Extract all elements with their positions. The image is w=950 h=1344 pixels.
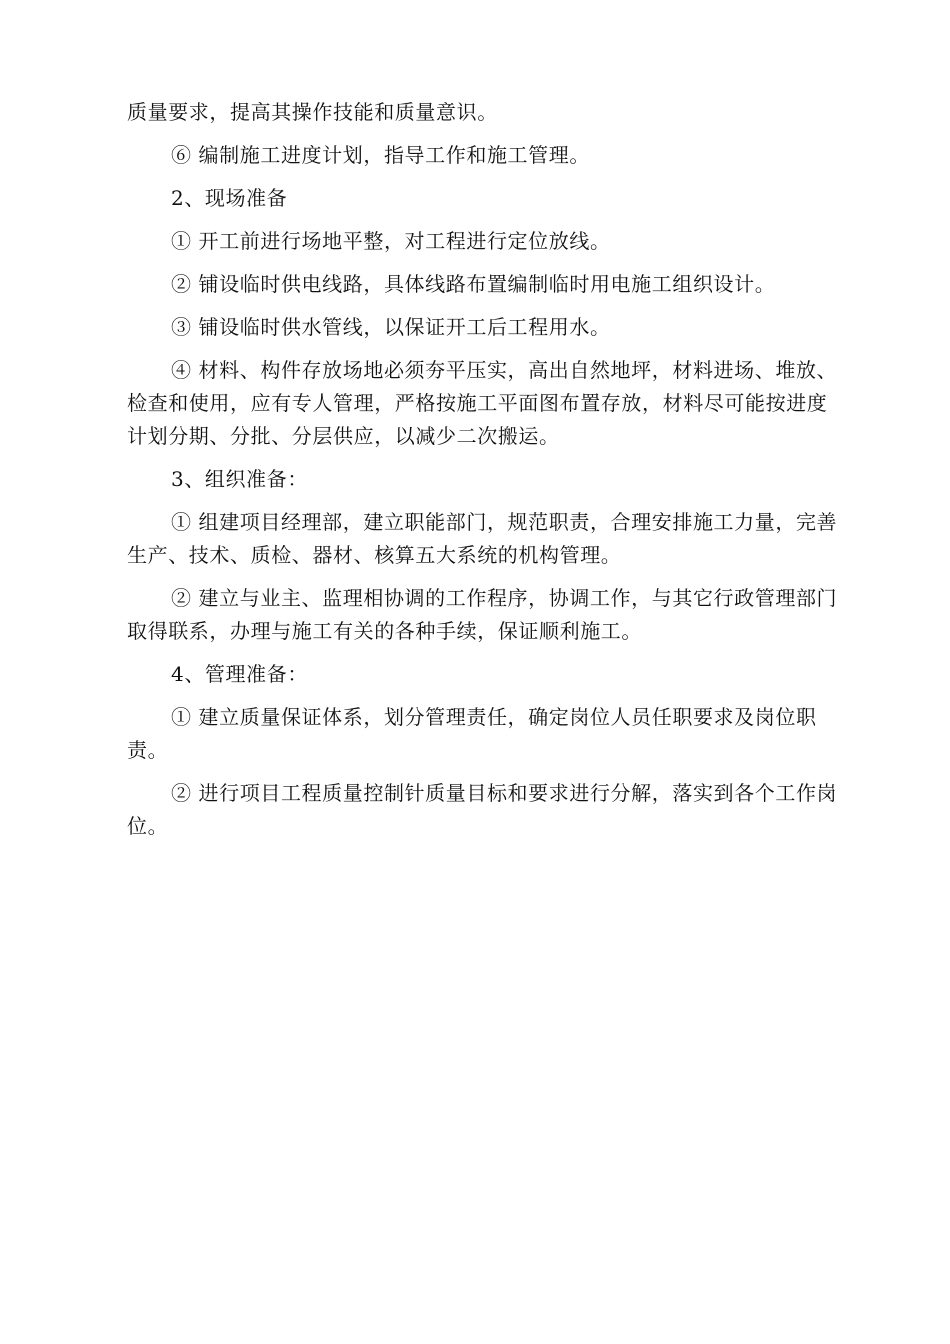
section-heading-management-preparation: 4、管理准备：: [171, 662, 308, 686]
section-heading-organization-preparation: 3、组织准备：: [171, 467, 308, 491]
paragraph-org-item-2: ② 建立与业主、监理相协调的工作程序，协调工作，与其它行政管理部门取得联系，办理与施工有关的各种手续，保证顺利施工。: [127, 586, 838, 643]
document-body: [127, 96, 842, 853]
paragraph-site-item-2: ② 铺设临时供电线路，具体线路布置编制临时用电施工组织设计。: [171, 272, 776, 296]
paragraph-org-item-1: ① 组建项目经理部，建立职能部门，规范职责，合理安排施工力量，完善生产、技术、质检、器材、核算五大系统的机构管理。: [127, 510, 838, 567]
paragraph-mgmt-item-1: ① 建立质量保证体系，划分管理责任，确定岗位人员任职要求及岗位职责。: [127, 705, 817, 762]
paragraph-item-6-schedule: ⑥ 编制施工进度计划，指导工作和施工管理。: [171, 143, 590, 167]
paragraph-mgmt-item-2: ② 进行项目工程质量控制针质量目标和要求进行分解，落实到各个工作岗位。: [127, 781, 838, 838]
paragraph-site-item-4: ④ 材料、构件存放场地必须夯平压实，高出自然地坪，材料进场、堆放、检查和使用，应有专人管理，严格按施工平面图布置存放，材料尽可能按进度计划分期、分批、分层供应，以减少二次搬运。: [127, 358, 838, 448]
paragraph-site-item-3: ③ 铺设临时供水管线，以保证开工后工程用水。: [171, 315, 611, 339]
paragraph-site-item-1: ① 开工前进行场地平整，对工程进行定位放线。: [171, 229, 611, 253]
paragraph-quality-requirement-continuation: 质量要求，提高其操作技能和质量意识。: [127, 100, 498, 124]
section-heading-site-preparation: 2、现场准备: [171, 186, 288, 210]
